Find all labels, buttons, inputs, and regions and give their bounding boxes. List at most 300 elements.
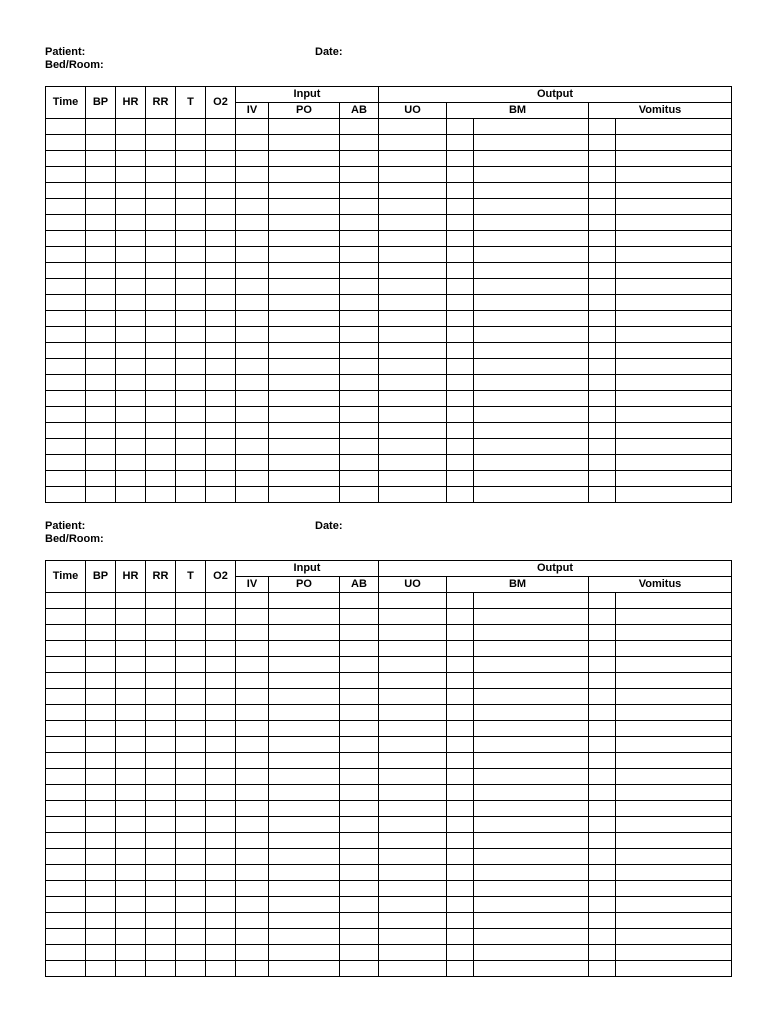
entry-cell[interactable] bbox=[116, 737, 146, 753]
entry-cell[interactable] bbox=[616, 865, 732, 881]
entry-cell[interactable] bbox=[379, 833, 447, 849]
entry-cell[interactable] bbox=[176, 471, 206, 487]
entry-cell[interactable] bbox=[236, 439, 269, 455]
entry-cell[interactable] bbox=[176, 455, 206, 471]
entry-cell[interactable] bbox=[146, 705, 176, 721]
entry-cell[interactable] bbox=[86, 609, 116, 625]
entry-cell[interactable] bbox=[176, 625, 206, 641]
entry-cell[interactable] bbox=[46, 929, 86, 945]
entry-cell[interactable] bbox=[176, 439, 206, 455]
entry-cell[interactable] bbox=[269, 881, 340, 897]
entry-cell[interactable] bbox=[236, 391, 269, 407]
entry-cell[interactable] bbox=[86, 167, 116, 183]
entry-cell[interactable] bbox=[236, 801, 269, 817]
entry-cell[interactable] bbox=[269, 183, 340, 199]
entry-cell[interactable] bbox=[269, 705, 340, 721]
entry-cell[interactable] bbox=[269, 135, 340, 151]
entry-cell[interactable] bbox=[616, 151, 732, 167]
entry-cell[interactable] bbox=[269, 721, 340, 737]
entry-cell[interactable] bbox=[474, 471, 589, 487]
entry-cell[interactable] bbox=[46, 311, 86, 327]
entry-cell[interactable] bbox=[379, 455, 447, 471]
entry-cell[interactable] bbox=[269, 471, 340, 487]
entry-cell[interactable] bbox=[589, 391, 616, 407]
entry-cell[interactable] bbox=[206, 593, 236, 609]
entry-cell[interactable] bbox=[236, 929, 269, 945]
entry-cell[interactable] bbox=[146, 359, 176, 375]
entry-cell[interactable] bbox=[236, 817, 269, 833]
entry-cell[interactable] bbox=[176, 833, 206, 849]
entry-cell[interactable] bbox=[236, 865, 269, 881]
entry-cell[interactable] bbox=[447, 657, 474, 673]
entry-cell[interactable] bbox=[447, 753, 474, 769]
entry-cell[interactable] bbox=[589, 689, 616, 705]
entry-cell[interactable] bbox=[146, 673, 176, 689]
entry-cell[interactable] bbox=[474, 263, 589, 279]
entry-cell[interactable] bbox=[589, 311, 616, 327]
entry-cell[interactable] bbox=[46, 705, 86, 721]
entry-cell[interactable] bbox=[616, 263, 732, 279]
entry-cell[interactable] bbox=[474, 929, 589, 945]
entry-cell[interactable] bbox=[236, 455, 269, 471]
entry-cell[interactable] bbox=[269, 833, 340, 849]
entry-cell[interactable] bbox=[86, 785, 116, 801]
entry-cell[interactable] bbox=[616, 881, 732, 897]
entry-cell[interactable] bbox=[86, 881, 116, 897]
entry-cell[interactable] bbox=[46, 849, 86, 865]
entry-cell[interactable] bbox=[447, 407, 474, 423]
entry-cell[interactable] bbox=[176, 199, 206, 215]
entry-cell[interactable] bbox=[340, 311, 379, 327]
entry-cell[interactable] bbox=[269, 231, 340, 247]
entry-cell[interactable] bbox=[269, 769, 340, 785]
entry-cell[interactable] bbox=[86, 231, 116, 247]
entry-cell[interactable] bbox=[236, 609, 269, 625]
entry-cell[interactable] bbox=[340, 279, 379, 295]
entry-cell[interactable] bbox=[236, 247, 269, 263]
entry-cell[interactable] bbox=[379, 343, 447, 359]
entry-cell[interactable] bbox=[176, 359, 206, 375]
entry-cell[interactable] bbox=[116, 439, 146, 455]
entry-cell[interactable] bbox=[116, 753, 146, 769]
entry-cell[interactable] bbox=[46, 769, 86, 785]
entry-cell[interactable] bbox=[616, 343, 732, 359]
entry-cell[interactable] bbox=[146, 865, 176, 881]
entry-cell[interactable] bbox=[616, 375, 732, 391]
entry-cell[interactable] bbox=[46, 407, 86, 423]
entry-cell[interactable] bbox=[589, 721, 616, 737]
entry-cell[interactable] bbox=[206, 689, 236, 705]
entry-cell[interactable] bbox=[176, 737, 206, 753]
entry-cell[interactable] bbox=[589, 913, 616, 929]
entry-cell[interactable] bbox=[447, 721, 474, 737]
entry-cell[interactable] bbox=[340, 327, 379, 343]
entry-cell[interactable] bbox=[616, 183, 732, 199]
entry-cell[interactable] bbox=[176, 641, 206, 657]
entry-cell[interactable] bbox=[589, 737, 616, 753]
entry-cell[interactable] bbox=[474, 215, 589, 231]
entry-cell[interactable] bbox=[46, 183, 86, 199]
entry-cell[interactable] bbox=[616, 657, 732, 673]
entry-cell[interactable] bbox=[340, 769, 379, 785]
entry-cell[interactable] bbox=[46, 279, 86, 295]
entry-cell[interactable] bbox=[474, 231, 589, 247]
entry-cell[interactable] bbox=[236, 263, 269, 279]
entry-cell[interactable] bbox=[589, 593, 616, 609]
entry-cell[interactable] bbox=[116, 593, 146, 609]
entry-cell[interactable] bbox=[236, 471, 269, 487]
entry-cell[interactable] bbox=[146, 641, 176, 657]
entry-cell[interactable] bbox=[146, 295, 176, 311]
entry-cell[interactable] bbox=[86, 439, 116, 455]
entry-cell[interactable] bbox=[146, 311, 176, 327]
entry-cell[interactable] bbox=[379, 279, 447, 295]
entry-cell[interactable] bbox=[474, 295, 589, 311]
entry-cell[interactable] bbox=[474, 439, 589, 455]
entry-cell[interactable] bbox=[616, 295, 732, 311]
entry-cell[interactable] bbox=[269, 673, 340, 689]
entry-cell[interactable] bbox=[589, 407, 616, 423]
entry-cell[interactable] bbox=[46, 487, 86, 503]
entry-cell[interactable] bbox=[116, 881, 146, 897]
entry-cell[interactable] bbox=[379, 897, 447, 913]
entry-cell[interactable] bbox=[146, 279, 176, 295]
entry-cell[interactable] bbox=[46, 609, 86, 625]
entry-cell[interactable] bbox=[447, 215, 474, 231]
entry-cell[interactable] bbox=[447, 199, 474, 215]
entry-cell[interactable] bbox=[46, 801, 86, 817]
entry-cell[interactable] bbox=[236, 849, 269, 865]
entry-cell[interactable] bbox=[206, 375, 236, 391]
entry-cell[interactable] bbox=[146, 721, 176, 737]
entry-cell[interactable] bbox=[86, 327, 116, 343]
entry-cell[interactable] bbox=[206, 199, 236, 215]
entry-cell[interactable] bbox=[146, 593, 176, 609]
entry-cell[interactable] bbox=[46, 865, 86, 881]
entry-cell[interactable] bbox=[474, 593, 589, 609]
entry-cell[interactable] bbox=[206, 423, 236, 439]
entry-cell[interactable] bbox=[236, 375, 269, 391]
entry-cell[interactable] bbox=[176, 897, 206, 913]
entry-cell[interactable] bbox=[589, 609, 616, 625]
entry-cell[interactable] bbox=[206, 391, 236, 407]
entry-cell[interactable] bbox=[86, 737, 116, 753]
entry-cell[interactable] bbox=[46, 455, 86, 471]
entry-cell[interactable] bbox=[46, 343, 86, 359]
entry-cell[interactable] bbox=[447, 311, 474, 327]
entry-cell[interactable] bbox=[447, 279, 474, 295]
entry-cell[interactable] bbox=[176, 609, 206, 625]
entry-cell[interactable] bbox=[340, 439, 379, 455]
entry-cell[interactable] bbox=[146, 391, 176, 407]
entry-cell[interactable] bbox=[474, 881, 589, 897]
entry-cell[interactable] bbox=[236, 167, 269, 183]
entry-cell[interactable] bbox=[236, 295, 269, 311]
entry-cell[interactable] bbox=[447, 135, 474, 151]
entry-cell[interactable] bbox=[474, 423, 589, 439]
entry-cell[interactable] bbox=[474, 721, 589, 737]
entry-cell[interactable] bbox=[176, 689, 206, 705]
entry-cell[interactable] bbox=[474, 151, 589, 167]
entry-cell[interactable] bbox=[447, 327, 474, 343]
entry-cell[interactable] bbox=[236, 721, 269, 737]
entry-cell[interactable] bbox=[447, 231, 474, 247]
entry-cell[interactable] bbox=[46, 151, 86, 167]
entry-cell[interactable] bbox=[146, 215, 176, 231]
entry-cell[interactable] bbox=[86, 865, 116, 881]
entry-cell[interactable] bbox=[616, 769, 732, 785]
entry-cell[interactable] bbox=[176, 913, 206, 929]
entry-cell[interactable] bbox=[616, 673, 732, 689]
entry-cell[interactable] bbox=[269, 657, 340, 673]
entry-cell[interactable] bbox=[379, 737, 447, 753]
entry-cell[interactable] bbox=[176, 183, 206, 199]
entry-cell[interactable] bbox=[86, 945, 116, 961]
entry-cell[interactable] bbox=[116, 295, 146, 311]
entry-cell[interactable] bbox=[176, 769, 206, 785]
entry-cell[interactable] bbox=[340, 199, 379, 215]
entry-cell[interactable] bbox=[206, 343, 236, 359]
entry-cell[interactable] bbox=[340, 407, 379, 423]
entry-cell[interactable] bbox=[116, 721, 146, 737]
entry-cell[interactable] bbox=[236, 705, 269, 721]
entry-cell[interactable] bbox=[236, 231, 269, 247]
entry-cell[interactable] bbox=[116, 151, 146, 167]
entry-cell[interactable] bbox=[86, 913, 116, 929]
entry-cell[interactable] bbox=[379, 135, 447, 151]
entry-cell[interactable] bbox=[86, 199, 116, 215]
entry-cell[interactable] bbox=[269, 311, 340, 327]
entry-cell[interactable] bbox=[146, 849, 176, 865]
entry-cell[interactable] bbox=[269, 785, 340, 801]
entry-cell[interactable] bbox=[340, 455, 379, 471]
entry-cell[interactable] bbox=[474, 279, 589, 295]
entry-cell[interactable] bbox=[46, 439, 86, 455]
entry-cell[interactable] bbox=[86, 119, 116, 135]
entry-cell[interactable] bbox=[589, 231, 616, 247]
entry-cell[interactable] bbox=[116, 487, 146, 503]
entry-cell[interactable] bbox=[447, 913, 474, 929]
entry-cell[interactable] bbox=[206, 769, 236, 785]
entry-cell[interactable] bbox=[269, 817, 340, 833]
entry-cell[interactable] bbox=[474, 913, 589, 929]
entry-cell[interactable] bbox=[46, 753, 86, 769]
entry-cell[interactable] bbox=[379, 199, 447, 215]
entry-cell[interactable] bbox=[46, 785, 86, 801]
entry-cell[interactable] bbox=[589, 471, 616, 487]
entry-cell[interactable] bbox=[589, 801, 616, 817]
entry-cell[interactable] bbox=[206, 865, 236, 881]
entry-cell[interactable] bbox=[589, 151, 616, 167]
entry-cell[interactable] bbox=[116, 215, 146, 231]
entry-cell[interactable] bbox=[146, 769, 176, 785]
entry-cell[interactable] bbox=[340, 657, 379, 673]
entry-cell[interactable] bbox=[474, 327, 589, 343]
entry-cell[interactable] bbox=[379, 471, 447, 487]
entry-cell[interactable] bbox=[616, 487, 732, 503]
entry-cell[interactable] bbox=[474, 311, 589, 327]
entry-cell[interactable] bbox=[206, 119, 236, 135]
entry-cell[interactable] bbox=[589, 641, 616, 657]
entry-cell[interactable] bbox=[146, 263, 176, 279]
entry-cell[interactable] bbox=[206, 609, 236, 625]
entry-cell[interactable] bbox=[379, 375, 447, 391]
entry-cell[interactable] bbox=[340, 913, 379, 929]
entry-cell[interactable] bbox=[616, 833, 732, 849]
entry-cell[interactable] bbox=[269, 167, 340, 183]
entry-cell[interactable] bbox=[340, 785, 379, 801]
entry-cell[interactable] bbox=[146, 881, 176, 897]
entry-cell[interactable] bbox=[447, 817, 474, 833]
entry-cell[interactable] bbox=[379, 609, 447, 625]
entry-cell[interactable] bbox=[146, 343, 176, 359]
entry-cell[interactable] bbox=[616, 439, 732, 455]
entry-cell[interactable] bbox=[447, 359, 474, 375]
entry-cell[interactable] bbox=[46, 135, 86, 151]
entry-cell[interactable] bbox=[116, 119, 146, 135]
entry-cell[interactable] bbox=[340, 945, 379, 961]
entry-cell[interactable] bbox=[146, 183, 176, 199]
entry-cell[interactable] bbox=[589, 183, 616, 199]
entry-cell[interactable] bbox=[589, 929, 616, 945]
entry-cell[interactable] bbox=[206, 721, 236, 737]
entry-cell[interactable] bbox=[616, 407, 732, 423]
entry-cell[interactable] bbox=[146, 737, 176, 753]
entry-cell[interactable] bbox=[474, 737, 589, 753]
entry-cell[interactable] bbox=[206, 625, 236, 641]
entry-cell[interactable] bbox=[379, 769, 447, 785]
entry-cell[interactable] bbox=[176, 231, 206, 247]
entry-cell[interactable] bbox=[86, 423, 116, 439]
entry-cell[interactable] bbox=[206, 279, 236, 295]
entry-cell[interactable] bbox=[116, 391, 146, 407]
entry-cell[interactable] bbox=[206, 327, 236, 343]
entry-cell[interactable] bbox=[146, 247, 176, 263]
entry-cell[interactable] bbox=[46, 231, 86, 247]
entry-cell[interactable] bbox=[340, 833, 379, 849]
entry-cell[interactable] bbox=[46, 423, 86, 439]
entry-cell[interactable] bbox=[269, 359, 340, 375]
entry-cell[interactable] bbox=[340, 343, 379, 359]
entry-cell[interactable] bbox=[236, 135, 269, 151]
entry-cell[interactable] bbox=[206, 455, 236, 471]
entry-cell[interactable] bbox=[269, 151, 340, 167]
entry-cell[interactable] bbox=[116, 849, 146, 865]
entry-cell[interactable] bbox=[379, 753, 447, 769]
entry-cell[interactable] bbox=[116, 311, 146, 327]
entry-cell[interactable] bbox=[46, 673, 86, 689]
entry-cell[interactable] bbox=[269, 849, 340, 865]
entry-cell[interactable] bbox=[116, 343, 146, 359]
entry-cell[interactable] bbox=[616, 391, 732, 407]
entry-cell[interactable] bbox=[616, 801, 732, 817]
entry-cell[interactable] bbox=[616, 641, 732, 657]
entry-cell[interactable] bbox=[340, 817, 379, 833]
entry-cell[interactable] bbox=[176, 673, 206, 689]
entry-cell[interactable] bbox=[236, 945, 269, 961]
entry-cell[interactable] bbox=[379, 945, 447, 961]
entry-cell[interactable] bbox=[340, 625, 379, 641]
entry-cell[interactable] bbox=[46, 247, 86, 263]
entry-cell[interactable] bbox=[176, 343, 206, 359]
entry-cell[interactable] bbox=[46, 359, 86, 375]
entry-cell[interactable] bbox=[206, 929, 236, 945]
entry-cell[interactable] bbox=[447, 183, 474, 199]
entry-cell[interactable] bbox=[146, 817, 176, 833]
entry-cell[interactable] bbox=[379, 263, 447, 279]
entry-cell[interactable] bbox=[340, 689, 379, 705]
entry-cell[interactable] bbox=[589, 673, 616, 689]
entry-cell[interactable] bbox=[206, 311, 236, 327]
entry-cell[interactable] bbox=[616, 455, 732, 471]
entry-cell[interactable] bbox=[589, 487, 616, 503]
entry-cell[interactable] bbox=[116, 945, 146, 961]
entry-cell[interactable] bbox=[176, 295, 206, 311]
entry-cell[interactable] bbox=[46, 833, 86, 849]
entry-cell[interactable] bbox=[269, 343, 340, 359]
entry-cell[interactable] bbox=[146, 151, 176, 167]
entry-cell[interactable] bbox=[86, 705, 116, 721]
entry-cell[interactable] bbox=[86, 801, 116, 817]
entry-cell[interactable] bbox=[206, 801, 236, 817]
entry-cell[interactable] bbox=[236, 593, 269, 609]
entry-cell[interactable] bbox=[116, 865, 146, 881]
entry-cell[interactable] bbox=[589, 945, 616, 961]
entry-cell[interactable] bbox=[616, 247, 732, 263]
entry-cell[interactable] bbox=[206, 817, 236, 833]
entry-cell[interactable] bbox=[379, 641, 447, 657]
entry-cell[interactable] bbox=[589, 455, 616, 471]
entry-cell[interactable] bbox=[146, 199, 176, 215]
entry-cell[interactable] bbox=[86, 961, 116, 977]
entry-cell[interactable] bbox=[340, 593, 379, 609]
entry-cell[interactable] bbox=[269, 263, 340, 279]
entry-cell[interactable] bbox=[236, 753, 269, 769]
entry-cell[interactable] bbox=[379, 849, 447, 865]
entry-cell[interactable] bbox=[616, 215, 732, 231]
entry-cell[interactable] bbox=[116, 705, 146, 721]
entry-cell[interactable] bbox=[86, 311, 116, 327]
entry-cell[interactable] bbox=[269, 487, 340, 503]
entry-cell[interactable] bbox=[447, 641, 474, 657]
entry-cell[interactable] bbox=[589, 817, 616, 833]
entry-cell[interactable] bbox=[206, 151, 236, 167]
entry-cell[interactable] bbox=[269, 753, 340, 769]
entry-cell[interactable] bbox=[86, 215, 116, 231]
entry-cell[interactable] bbox=[616, 167, 732, 183]
entry-cell[interactable] bbox=[589, 423, 616, 439]
entry-cell[interactable] bbox=[474, 407, 589, 423]
entry-cell[interactable] bbox=[379, 183, 447, 199]
entry-cell[interactable] bbox=[146, 689, 176, 705]
entry-cell[interactable] bbox=[46, 391, 86, 407]
entry-cell[interactable] bbox=[269, 913, 340, 929]
entry-cell[interactable] bbox=[616, 753, 732, 769]
entry-cell[interactable] bbox=[340, 865, 379, 881]
entry-cell[interactable] bbox=[589, 375, 616, 391]
entry-cell[interactable] bbox=[236, 833, 269, 849]
entry-cell[interactable] bbox=[474, 343, 589, 359]
entry-cell[interactable] bbox=[206, 215, 236, 231]
entry-cell[interactable] bbox=[616, 199, 732, 215]
entry-cell[interactable] bbox=[206, 295, 236, 311]
entry-cell[interactable] bbox=[116, 375, 146, 391]
entry-cell[interactable] bbox=[86, 407, 116, 423]
entry-cell[interactable] bbox=[340, 119, 379, 135]
entry-cell[interactable] bbox=[206, 897, 236, 913]
entry-cell[interactable] bbox=[447, 897, 474, 913]
entry-cell[interactable] bbox=[146, 423, 176, 439]
